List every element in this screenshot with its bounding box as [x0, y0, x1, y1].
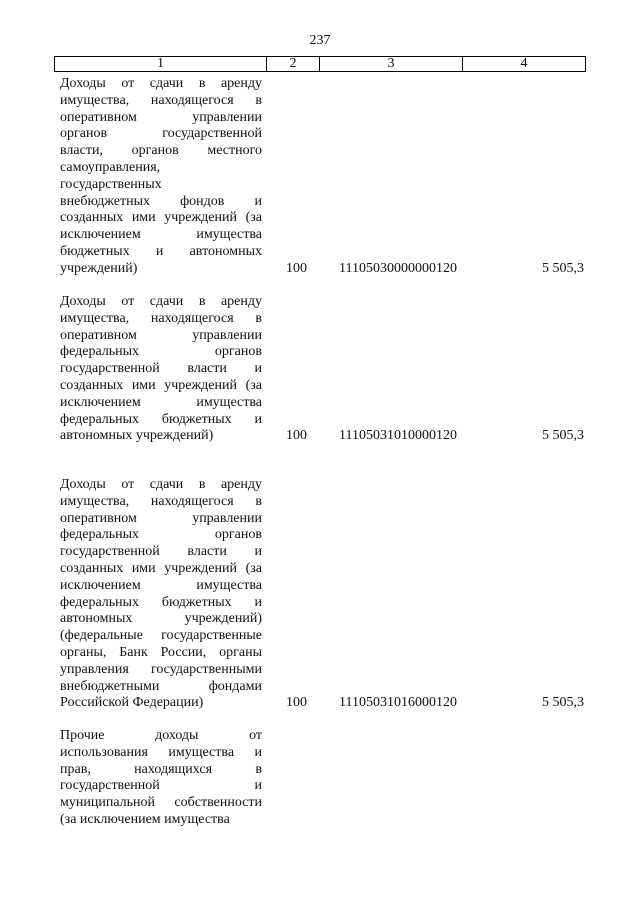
description-line: государственных	[60, 176, 162, 192]
description-line: созданных ими учреждений (за	[60, 377, 262, 393]
description-line: имущества, находящегося в	[60, 493, 262, 509]
header-col-1: 1	[55, 57, 267, 71]
page-number: 237	[309, 33, 331, 48]
description-line: использования имущества и	[60, 744, 262, 760]
header-col-2: 2	[267, 57, 320, 71]
row-col-2: 100	[286, 428, 307, 444]
description-line: самоуправления,	[60, 159, 161, 175]
description-line: оперативном управлении	[60, 327, 262, 343]
description-line: Прочие доходы от	[60, 728, 262, 743]
description-line: исключением имущества	[60, 394, 262, 410]
description-line: государственной власти и	[60, 361, 262, 377]
description-line: государственной и	[60, 778, 262, 794]
row-description	[60, 728, 262, 829]
row-col-3: 11105030000000120	[339, 260, 457, 276]
description-line: органов государственной	[60, 126, 262, 142]
description-line: внебюджетными фондами	[60, 678, 262, 694]
description-line: (федеральные государственные	[60, 628, 262, 644]
row-col-3: 11105031016000120	[339, 695, 457, 711]
description-line: федеральных бюджетных и	[60, 411, 262, 427]
description-line: созданных ими учреждений (за	[60, 560, 262, 576]
row-description	[60, 294, 262, 445]
row-description	[60, 477, 262, 712]
row-col-2: 100	[286, 260, 307, 276]
row-col-2: 100	[286, 695, 307, 711]
row-col-4: 5 505,3	[542, 428, 584, 444]
row-description	[60, 76, 262, 278]
description-line: федеральных органов	[60, 527, 262, 543]
description-line: созданных ими учреждений (за	[60, 210, 262, 226]
description-line: (за исключением имущества	[60, 811, 230, 827]
row-col-3: 11105031010000120	[339, 428, 457, 444]
description-line: оперативном управлении	[60, 109, 262, 125]
description-line: органы, Банк России, органы	[60, 644, 262, 660]
description-line: федеральных бюджетных и	[60, 594, 262, 610]
description-line: исключением имущества	[60, 227, 262, 243]
description-line: внебюджетных фондов и	[60, 193, 262, 209]
description-line: исключением имущества	[60, 577, 262, 593]
description-line: федеральных органов	[60, 344, 262, 360]
description-line: муниципальной собственности	[60, 795, 262, 811]
description-line: Доходы от сдачи в аренду	[60, 477, 262, 492]
description-line: имущества, находящегося в	[60, 310, 262, 326]
row-col-4: 5 505,3	[542, 260, 584, 276]
table-header	[54, 56, 586, 72]
header-col-3: 3	[320, 57, 463, 71]
description-line: Доходы от сдачи в аренду	[60, 294, 262, 309]
description-line: автономных учреждений)	[60, 428, 214, 444]
description-line: управления государственными	[60, 661, 262, 677]
description-line: Доходы от сдачи в аренду	[60, 76, 262, 91]
description-line: оперативном управлении	[60, 510, 262, 526]
description-line: прав, находящихся в	[60, 761, 262, 777]
description-line: имущества, находящегося в	[60, 92, 262, 108]
description-line: Российской Федерации)	[60, 695, 204, 711]
description-line: автономных учреждений)	[60, 611, 262, 627]
description-line: учреждений)	[60, 260, 138, 276]
row-col-4: 5 505,3	[542, 695, 584, 711]
header-col-4: 4	[520, 56, 528, 71]
description-line: власти, органов местного	[60, 143, 262, 159]
description-line: государственной власти и	[60, 544, 262, 560]
description-line: бюджетных и автономных	[60, 243, 262, 259]
